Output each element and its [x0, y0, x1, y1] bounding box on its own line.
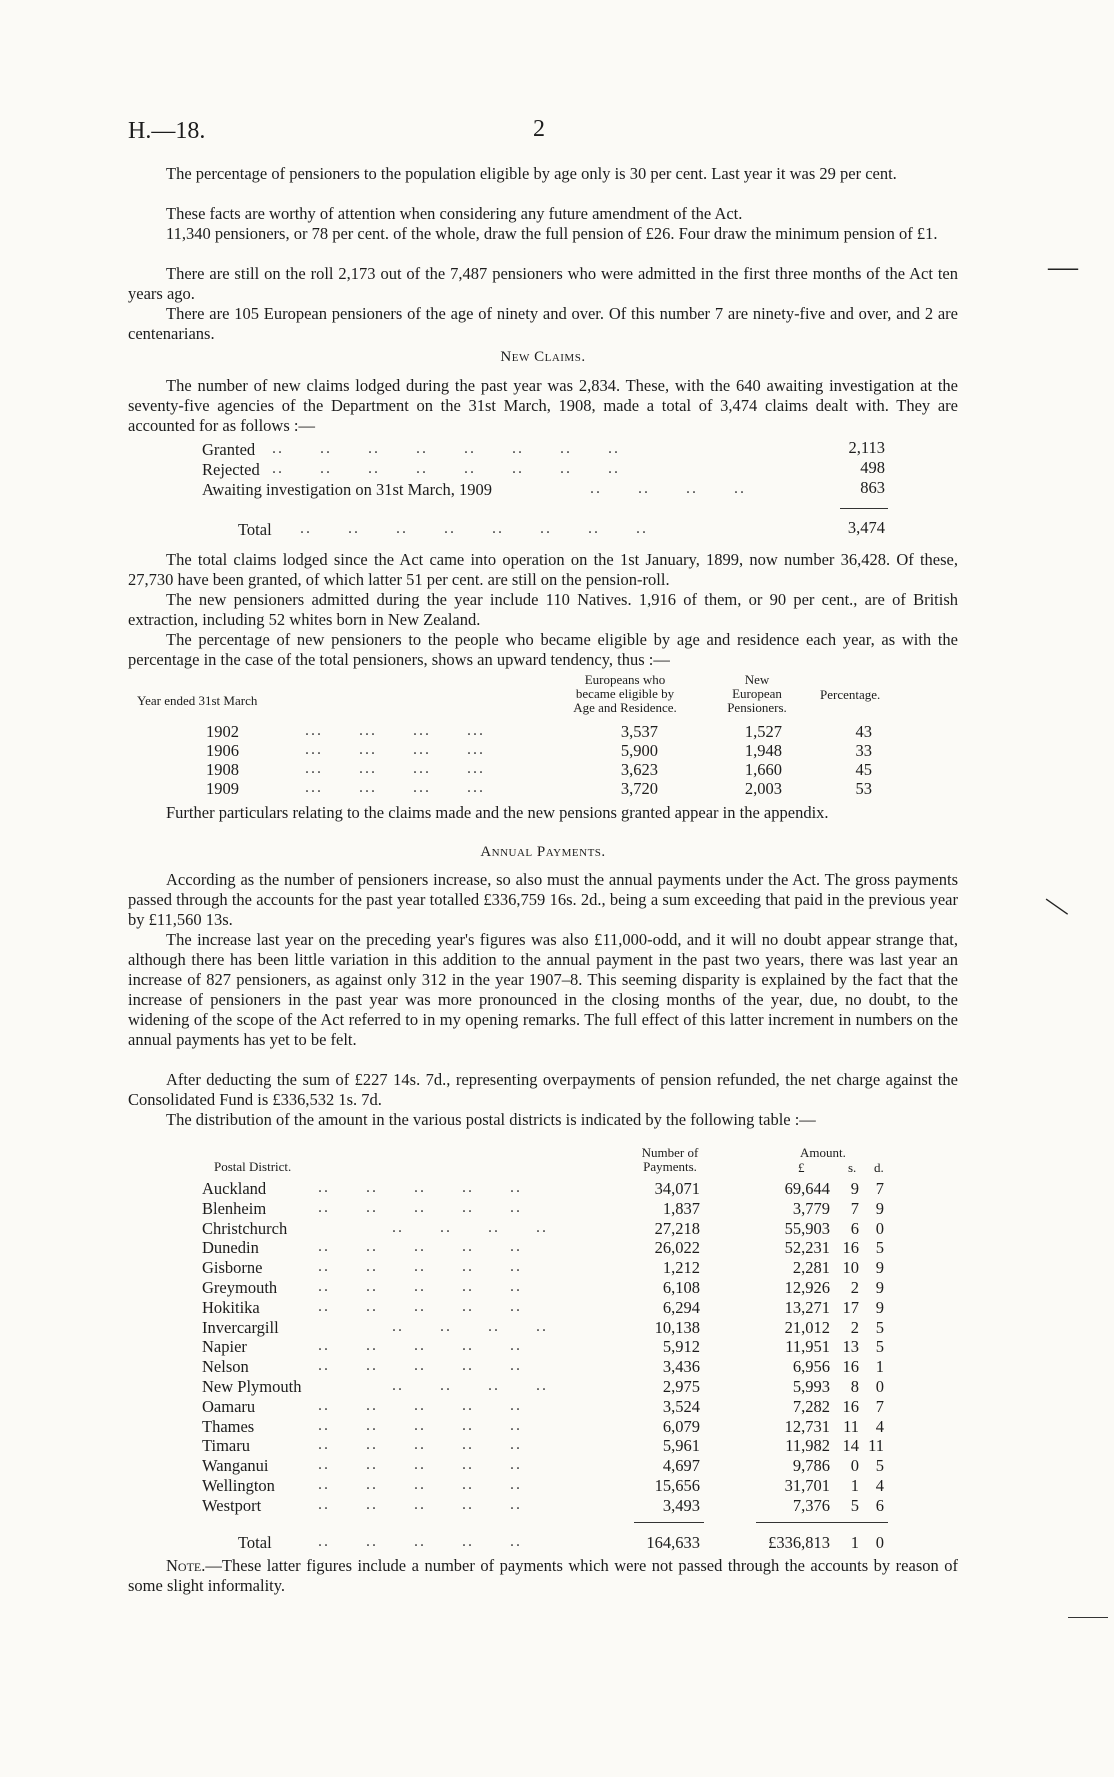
claims-label: Rejected	[202, 460, 260, 479]
district-row-shillings: 16	[842, 1397, 859, 1416]
intro-paragraph: There are 105 European pensioners of the age of ninety and over. Of this number 7 are ninety-five and over, and 2 are centenarians.	[128, 304, 958, 343]
claims-total-value: 3,474	[847, 518, 885, 537]
pct-row-percentage: 45	[855, 760, 872, 779]
district-row-shillings: 2	[850, 1318, 859, 1337]
district-row-pounds: 55,903	[784, 1219, 830, 1238]
intro-paragraph: There are still on the roll 2,173 out of the 7,487 pensioners who were admitted in the first three months of the Act ten years ago.	[128, 264, 958, 303]
district-row-pounds: 6,956	[792, 1357, 830, 1376]
claims-total-label: Total	[238, 520, 272, 539]
pct-row-eligible: 3,537	[620, 722, 658, 741]
district-row-name: Westport	[202, 1496, 262, 1515]
col-header-payments: Number of Payments.	[641, 1145, 699, 1174]
district-row-pence: 5	[875, 1456, 884, 1475]
district-row-pence: 6	[875, 1496, 884, 1515]
district-row-pence: 5	[875, 1337, 884, 1356]
document-code: H.—18.	[128, 118, 206, 144]
district-row-name: Invercargill	[202, 1318, 279, 1337]
district-row-payments: 26,022	[654, 1238, 700, 1257]
district-row-name: Timaru	[202, 1436, 250, 1455]
district-row-name: Napier	[202, 1337, 247, 1356]
district-row-pence: 0	[875, 1377, 884, 1396]
district-row-pounds: 5,993	[792, 1377, 830, 1396]
district-row-pence: 0	[875, 1219, 884, 1238]
intro-paragraph: These facts are worthy of attention when considering any future amendment of the Act.	[166, 204, 743, 223]
district-row-payments: 1,837	[662, 1199, 700, 1218]
col-header-district: Postal District.	[214, 1159, 292, 1174]
unit-pence: d.	[874, 1160, 884, 1175]
district-row-payments: 6,294	[662, 1298, 700, 1317]
district-row-payments: 6,108	[662, 1278, 700, 1297]
district-row-name: New Plymouth	[202, 1377, 302, 1396]
claims-value: 863	[860, 478, 885, 497]
district-row-name: Christchurch	[202, 1219, 288, 1238]
col-header-new: New European Pensioners.	[727, 672, 787, 715]
district-row-payments: 4,697	[662, 1456, 700, 1475]
district-total-payments: 164,633	[646, 1533, 700, 1552]
district-row-payments: 3,436	[662, 1357, 700, 1376]
district-row-name: Wanganui	[202, 1456, 269, 1475]
district-row-payments: 5,961	[662, 1436, 700, 1455]
district-row-payments: 5,912	[662, 1337, 700, 1356]
district-row-name: Nelson	[202, 1357, 249, 1376]
district-row-shillings: 6	[850, 1219, 859, 1238]
district-row-shillings: 16	[842, 1357, 859, 1376]
footnote	[128, 1556, 958, 1596]
district-row-pounds: 2,281	[792, 1258, 830, 1277]
payments-paragraph: According as the number of pensioners increase, so also must the annual payments under the Act. The gross payments passed through the accounts for the past year totalled £336,759 16s. 2d., being a sum exceeding that paid in the previous year by £11,560 13s.	[128, 870, 958, 929]
pct-row-year: 1909	[206, 779, 239, 798]
district-row-pence: 4	[875, 1417, 884, 1436]
district-row-shillings: 11	[843, 1417, 859, 1436]
district-row-pounds: 12,731	[784, 1417, 830, 1436]
district-row-shillings: 2	[850, 1278, 859, 1297]
col-header-eligible: Europeans who became eligible by Age and Residence.	[573, 672, 677, 715]
pct-row-eligible: 3,623	[620, 760, 658, 779]
intro-paragraph: 11,340 pensioners, or 78 per cent. of the whole, draw the full pension of £26. Four draw the minimum pension of £1.	[166, 224, 938, 243]
claims-label: Awaiting investigation on 31st March, 1909	[202, 480, 492, 499]
district-row-payments: 6,079	[662, 1417, 700, 1436]
district-row-payments: 2,975	[662, 1377, 700, 1396]
district-row-payments: 1,212	[662, 1258, 700, 1277]
district-row-pounds: 52,231	[784, 1238, 830, 1257]
unit-pounds: £	[798, 1160, 805, 1175]
district-row-pounds: 3,779	[792, 1199, 830, 1218]
claims-paragraph: The new pensioners admitted during the year include 110 Natives. 1,916 of them, or 90 per cent., are of British extraction, including 52 whites born in New Zealand.	[128, 590, 958, 629]
pct-row-eligible: 3,720	[620, 779, 658, 798]
district-row-pence: 7	[875, 1397, 884, 1416]
payments-paragraph: After deducting the sum of £227 14s. 7d., representing overpayments of pension refunded, the net charge against the Consolidated Fund is £336,532 1s. 7d.	[128, 1070, 958, 1109]
district-row-pounds: 7,376	[792, 1496, 830, 1515]
district-row-pounds: 7,282	[792, 1397, 830, 1416]
pct-row-percentage: 33	[855, 741, 872, 760]
district-row-pounds: 21,012	[784, 1318, 830, 1337]
unit-shillings: s.	[848, 1160, 857, 1175]
district-row-shillings: 17	[842, 1298, 859, 1317]
claims-label: Granted	[202, 440, 256, 459]
district-row-pounds: 69,644	[784, 1179, 830, 1198]
note-label: Note.	[166, 1556, 206, 1575]
margin-mark: —	[1039, 885, 1078, 924]
pct-row-new: 1,660	[744, 760, 782, 779]
district-row-pounds: 11,951	[785, 1337, 830, 1356]
district-row-pence: 9	[875, 1258, 884, 1277]
district-row-payments: 3,493	[662, 1496, 700, 1515]
col-header-amount: Amount.	[800, 1145, 846, 1160]
district-total-pence: 0	[875, 1533, 884, 1552]
district-row-payments: 10,138	[654, 1318, 700, 1337]
pct-row-eligible: 5,900	[620, 741, 658, 760]
district-total-shillings: 1	[850, 1533, 859, 1552]
note-text: —These latter figures include a number of payments which were not passed through the accounts by reason of some slight informality.	[128, 1556, 958, 1595]
district-row-name: Hokitika	[202, 1298, 260, 1317]
district-row-pence: 5	[875, 1318, 884, 1337]
district-row-pounds: 11,982	[785, 1436, 830, 1455]
pct-row-year: 1908	[206, 760, 239, 779]
district-row-name: Blenheim	[202, 1199, 267, 1218]
payments-paragraph: The increase last year on the preceding year's figures was also £11,000-odd, and it will no doubt appear strange that, although there has been little variation in this addition to the annual payment in the past two years, there was last year an increase of 827 pensioners, as against only 312 in the year 1907–8. This seeming disparity is explained by the fact that the increase of pensioners in the past year was more pronounced in the closing months of the year, due, no doubt, to the widening of the scope of the Act referred to in my opening remarks. The full effect of this latter increment in numbers on the annual payments has yet to be felt.	[128, 930, 958, 1049]
district-row-shillings: 0	[850, 1456, 859, 1475]
district-row-pence: 7	[875, 1179, 884, 1198]
section-heading-new-claims: New Claims.	[500, 349, 586, 365]
district-row-name: Dunedin	[202, 1238, 259, 1257]
district-row-pence: 9	[875, 1199, 884, 1218]
district-row-name: Greymouth	[202, 1278, 278, 1297]
district-row-payments: 15,656	[654, 1476, 700, 1495]
pct-row-new: 1,948	[744, 741, 782, 760]
page-number: 2	[533, 116, 545, 142]
district-row-pence: 11	[868, 1436, 884, 1455]
district-row-shillings: 1	[850, 1476, 859, 1495]
intro-paragraph: The percentage of pensioners to the population eligible by age only is 30 per cent. Last year it was 29 per cent.	[166, 164, 897, 183]
district-row-name: Wellington	[202, 1476, 275, 1495]
district-row-pence: 5	[875, 1238, 884, 1257]
district-row-pounds: 12,926	[784, 1278, 830, 1297]
section-heading-annual-payments: Annual Payments.	[480, 844, 606, 860]
district-row-name: Auckland	[202, 1179, 267, 1198]
district-row-payments: 34,071	[654, 1179, 700, 1198]
payments-paragraph: The distribution of the amount in the various postal districts is indicated by the following table :—	[166, 1110, 816, 1129]
claims-paragraph: The total claims lodged since the Act came into operation on the 1st January, 1899, now number 36,428. Of these, 27,730 have been granted, of which latter 51 per cent. are still on the pension-roll.	[128, 550, 958, 589]
district-row-payments: 27,218	[654, 1219, 700, 1238]
new-claims-paragraph: The number of new claims lodged during the past year was 2,834. These, with the 640 awaiting investigation at the seventy-five agencies of the Department on the 31st March, 1908, made a total of 3,474 claims dealt with. They are accounted for as follows :—	[128, 376, 958, 435]
pct-row-new: 2,003	[744, 779, 782, 798]
district-row-pounds: 13,271	[784, 1298, 830, 1317]
district-row-name: Oamaru	[202, 1397, 256, 1416]
pct-row-percentage: 53	[855, 779, 872, 798]
district-row-pence: 1	[875, 1357, 884, 1376]
district-row-shillings: 13	[842, 1337, 859, 1356]
district-row-shillings: 7	[850, 1199, 859, 1218]
claims-value: 2,113	[848, 438, 885, 457]
district-row-pence: 4	[875, 1476, 884, 1495]
percentage-table-note: Further particulars relating to the claims made and the new pensions granted appear in the appendix.	[166, 803, 829, 822]
district-row-name: Thames	[202, 1417, 255, 1436]
pct-row-new: 1,527	[744, 722, 782, 741]
district-total-pounds: £336,813	[768, 1533, 830, 1552]
district-row-pence: 9	[875, 1278, 884, 1297]
pct-row-year: 1902	[206, 722, 239, 741]
col-header-percentage: Percentage.	[820, 687, 881, 702]
district-row-shillings: 10	[842, 1258, 859, 1277]
district-row-pounds: 9,786	[792, 1456, 830, 1475]
pct-row-percentage: 43	[855, 722, 872, 741]
district-row-shillings: 8	[850, 1377, 859, 1396]
col-header-year: Year ended 31st March	[137, 693, 258, 708]
district-row-shillings: 14	[842, 1436, 859, 1455]
pct-row-year: 1906	[206, 741, 239, 760]
document-page: H.—18. 2 The percentage of pensioners to the population eligible by age only is 30 per cent. Last year it was 29 per cent. These facts are worthy of attention when considering any future amendment of the Act. 11,340 pensioners, or 78 per cent. of the whole, draw the full pension of £26. Four draw the minimum pension of £1. There are still on the roll 2,173 out of the 7,487 pensioners who were admitted in the first three months of the Act ten years ago. There are 105 European pensioners of the age of ninety and over. Of this number 7 are ninety-five and over, and 2 are centenarians. New Claims. The number of new claims lodged during the past year was 2,834. These, with the 640 awaiting investigation at the seventy-five agencies of the Department on the 31st March, 1908, made a total of 3,474 claims dealt with. They are accounted for as follows :— Granted .. .. .. .. .. .. .. .. 2,113 Rejected .. .. .. .. .. .. .. .. 498 Awaiting investigation on 31st March, 1909 .. .. .. .. 863 Total .. .. .. .. .. .. .. .. 3,474 The total claims lodged since the Act came into operation on the 1st January, 1899, now number 36,428. Of these, 27,730 have been granted, of which latter 51 per cent. are still on the pension-roll. The new pensioners admitted during the year include 110 Natives. 1,916 of them, or 90 per cent., are of British extraction, including 52 whites born in New Zealand. The percentage of new pensioners to the people who became eligible by age and residence each year, as with the percentage in the case of the total pensioners, shows an upward tendency, thus :— Year ended 31st March Europeans who became eligible by Age and Residence. New European Pensioners. Percentage. 1902 ... ... ... ... 3,537 1,527 43 1906 ... ... ... ... 5,900 1,948 33 1908 ... ... ... ... 3,623 1,660 45 1909 ... ... ... ... 3,720 2,003 53 Further particulars relating to the claims made and the new pensions granted appear in the appendix. Annual Payments. According as the number of pensioners increase, so also must the annual payments under the Act. The gross payments passed through the accounts for the past year totalled £336,759 16s. 2d., being a sum exceeding that paid in the previous year by £11,560 13s. The increase last year on the preceding year's figures was also £11,000-odd, and it will no doubt appear strange that, although there has been little variation in this addition to the annual payment in the past two years, there was last year an increase of 827 pensioners, as against only 312 in the year 1907–8. This seeming disparity is explained by the fact that the increase of pensioners in the past year was more pronounced in the closing months of the year, due, no doubt, to the widening of the scope of the Act referred to in my opening remarks. The full effect of this latter increment in numbers on the annual payments has yet to be felt. After deducting the sum of £227 14s. 7d., representing overpayments of pension refunded, the net charge against the Consolidated Fund is £336,532 1s. 7d. The distribution of the amount in the various postal districts is indicated by the following table :— Postal District. Number of Payments. Amount. £ s. d. Auckland .. .. .. .. .. 34,071 69,644 9 7 Blenheim .. .. .. .. .. 1,837 3,779 7 9 Christchurch .. .. .. .. 27,218 55,903 6 0 Dunedin .. .. .. .. .. 26,022 52,231 16 5 Gisborne .. .. .. .. .. 1,212 2,281 10 9 Greymouth .. .. .. .. .. 6,108 12,926 2 9 Hokitika .. .. .. .. .. 6,294 13,271 17 9 Invercargill .. .. .. .. 10,138 21,012 2 5 Napier .. .. .. .. .. 5,912 11,951 13 5 Nelson .. .. .. .. .. 3,436 6,956 16 1 New Plymouth .. .. .. .. 2,975 5,993 8 0 Oamaru .. .. .. .. .. 3,524 7,282 16 7 Thames .. .. .. .. .. 6,079 12,731 11 4 Timaru .. .. .. .. .. 5,961 11,982 14 11 Wanganui .. .. .. .. .. 4,697 9,786 0 5 Wellington .. .. .. .. .. 15,656 31,701 1 4 Westport .. .. .. .. .. 3,493 7,376 5 6 Total .. .. .. .. .. 164,633 £336,813 1 0 Note.—These latter figures include a number of payments which were not passed through the accounts by reason of some slight informality. — —	[0, 0, 1114, 1777]
district-row-pence: 9	[875, 1298, 884, 1317]
claims-paragraph: The percentage of new pensioners to the people who became eligible by age and residence each year, as with the percentage in the case of the total pensioners, shows an upward tendency, thus :—	[128, 630, 958, 669]
margin-mark: —	[1048, 250, 1078, 283]
district-total-label: Total	[238, 1533, 272, 1552]
district-row-shillings: 16	[842, 1238, 859, 1257]
claims-value: 498	[860, 458, 885, 477]
district-row-pounds: 31,701	[784, 1476, 830, 1495]
district-row-shillings: 9	[850, 1179, 859, 1198]
district-row-name: Gisborne	[202, 1258, 263, 1277]
district-row-payments: 3,524	[662, 1397, 700, 1416]
district-row-shillings: 5	[850, 1496, 859, 1515]
